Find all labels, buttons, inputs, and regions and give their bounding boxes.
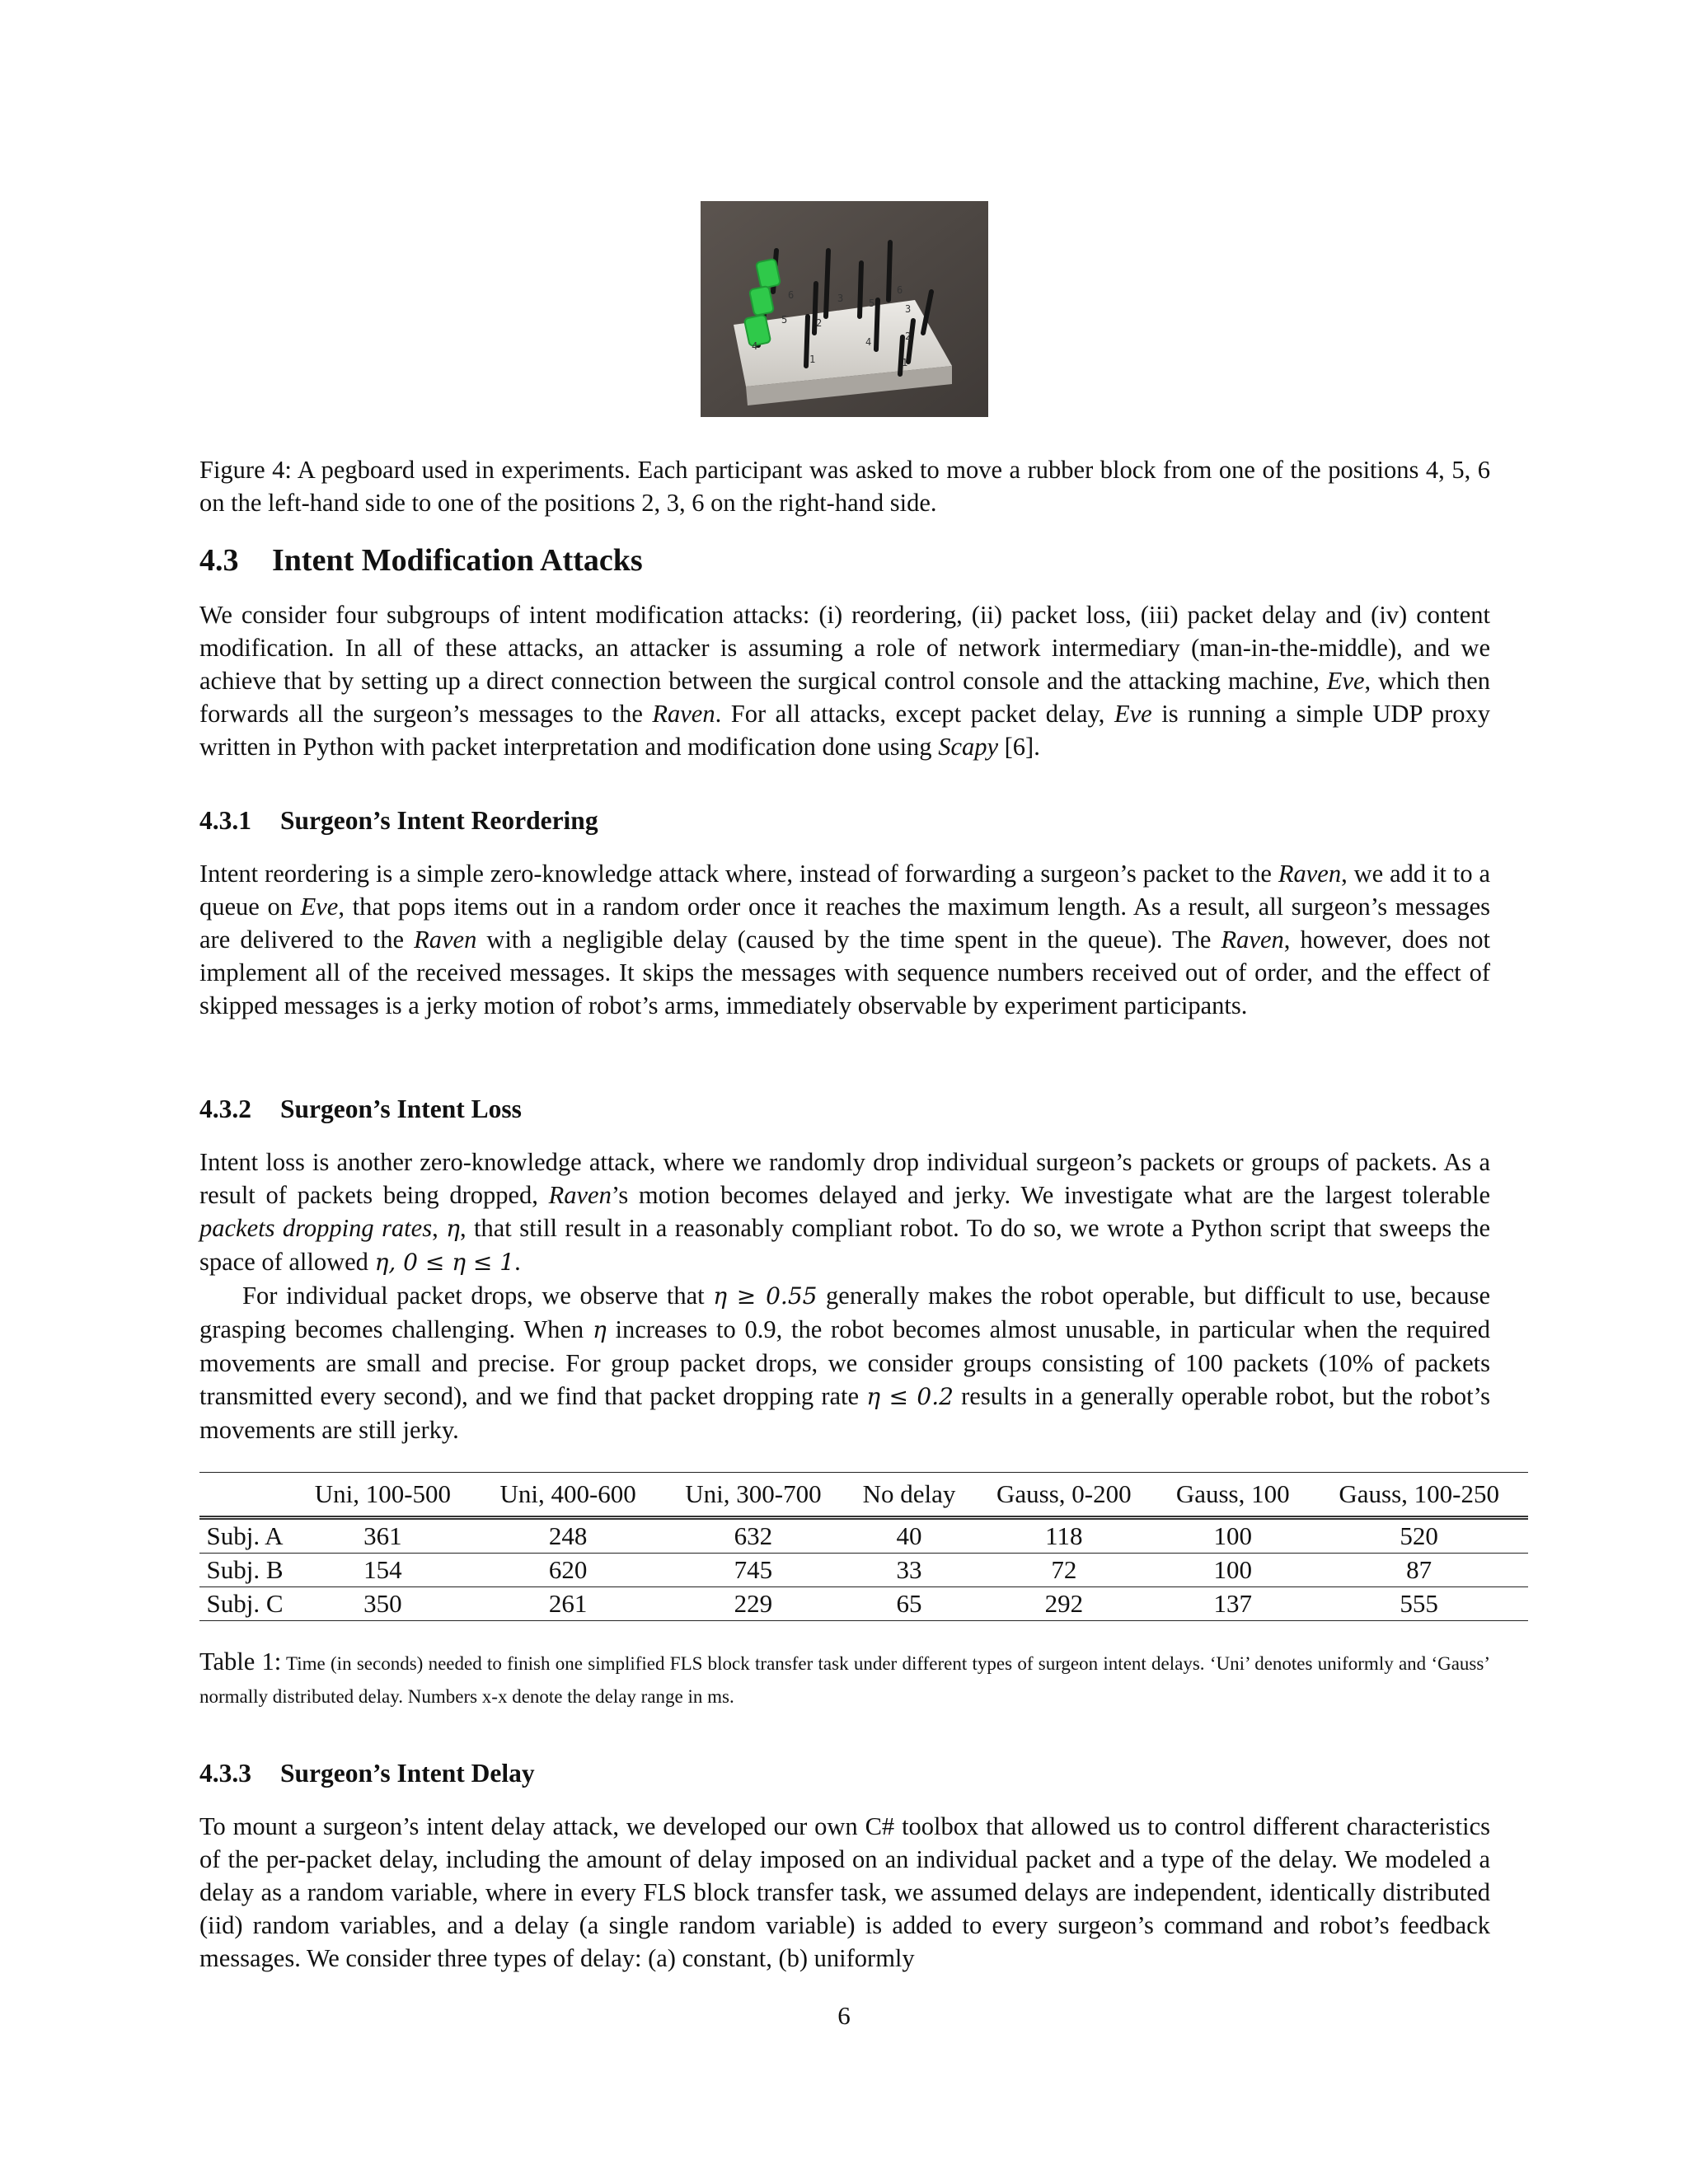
table-header-row [199,1473,1528,1518]
reordering-paragraph: Intent reordering is a simple zero-knowledge attack where, instead of forwarding a surgeon’s packet to the Raven, we add it to a queue on Eve, that pops items out in a random order once it reaches the maximum length. As a result, all surgeon’s messages are delivered to the Raven with a negligible delay (caused by the time spent in the queue). The Raven, however, does not implement all of the received messages. It skips the messages with sequence numbers received out of order, and the effect of skipped messages is a jerky motion of robot’s arms, immediately observable by experiment participants. [199,860,1491,1019]
svg-text:5: 5 [869,298,875,309]
table-cell: Subj. C [199,1587,290,1621]
table-row [199,1554,1528,1587]
table-cell: 248 [476,1518,661,1554]
table-cell: 100 [1156,1554,1310,1587]
table-header-cell: Gauss, 0-200 [973,1473,1156,1518]
table-cell: 745 [661,1554,846,1587]
peg [860,263,861,316]
peg [889,242,890,300]
page-number: 6 [837,2001,851,2030]
table-cell: 87 [1310,1554,1528,1587]
green-block [749,286,774,316]
pegboard-figure-image [701,201,988,417]
section-heading [199,542,643,579]
table-cell: 292 [973,1587,1156,1621]
peg [826,251,828,316]
subsection-heading-loss: 4.3.2 Surgeon’s Intent Loss [199,1094,522,1123]
table-header-cell: Uni, 100-500 [290,1473,476,1518]
loss-section-body [199,1146,1490,1446]
svg-text:4: 4 [865,336,872,348]
table-cell: 520 [1310,1518,1528,1554]
loss-paragraph-2: For individual packet drops, we observe that η ≥ 0.55 generally makes the robot operable, but difficult to use, because grasping becomes challenging. When η increases to 0.9, the robot becomes almost unusable, in particular when the required movements are small and precise. For group packet drops, we consider groups consisting of 100 packets (10% of packets transmitted every second), and we find that packet dropping rate η ≤ 0.2 results in a generally operable robot, but the robot’s movements are still jerky. [199,1282,1490,1444]
table-cell: 65 [846,1587,972,1621]
table-cell: 72 [973,1554,1156,1587]
table-cell: 350 [290,1587,476,1621]
table-cell: 361 [290,1518,476,1554]
delay-paragraph: To mount a surgeon’s intent delay attack, we developed our own C# toolbox that allowed us to control different characteristics of the per-packet delay, including the amount of delay imposed on an individual packet and a type of the delay. We modeled a delay as a random variable, where in every FLS block transfer task, we assumed delays are independent, identically distributed (iid) random variables, and a delay (a single random variable) is added to every surgeon’s command and robot’s feedback messages. We consider three types of delay: (a) constant, (b) uniformly [199,1812,1490,1972]
loss-paragraph-1: Intent loss is another zero-knowledge attack, where we randomly drop individual surgeon’s packets or groups of packets. As a result of packets being dropped, Raven’s motion becomes delayed and jerky. We investigate what are the largest tolerable packets dropping rates, η, that still result in a reasonably compliant robot. To do so, we wrote a Python script that sweeps the space of allowed η, 0 ≤ η ≤ 1. [199,1148,1491,1276]
table-cell: 33 [846,1554,972,1587]
svg-text:4: 4 [752,340,758,352]
table-header-cell [199,1473,290,1518]
table-header-cell: Gauss, 100 [1156,1473,1310,1518]
table-cell: 40 [846,1518,972,1554]
table-cell: 620 [476,1554,661,1587]
section-title: Intent Modification Attacks [272,543,643,578]
table-cell: 555 [1310,1587,1528,1621]
table-cell: 229 [661,1587,846,1621]
table-header-cell: No delay [846,1473,972,1518]
table-cell: 154 [290,1554,476,1587]
table-header-cell: Uni, 300-700 [661,1473,846,1518]
figure-caption: Figure 4: A pegboard used in experiments. Each participant was asked to move a rubber block from one of the positions 4, 5, 6 on the left-hand side to one of the positions 2, 3, 6 on the right-hand side. [199,456,1490,517]
intro-paragraph: We consider four subgroups of intent modification attacks: (i) reordering, (ii) packet loss, (iii) packet delay and (iv) content modification. In all of these attacks, an attacker is assuming a role of network intermediary (man-in-the-middle), and we achieve that by setting up a direct connection between the surgical control console and the attacking machine, Eve, which then forwards all the surgeon’s messages to the Raven. For all attacks, except packet delay, Eve is running a simple UDP proxy written in Python with packet interpretation and modification done using Scapy [6]. [199,601,1490,761]
peg [900,337,903,374]
svg-text:2: 2 [905,330,912,342]
section-number: 4.3 [199,543,239,578]
delay-results-table [199,1472,1528,1621]
pegboard-photo [701,201,988,417]
table-cell: 100 [1156,1518,1310,1554]
table-cell: 261 [476,1587,661,1621]
table-header-cell: Uni, 400-600 [476,1473,661,1518]
table-header-cell: Gauss, 100-250 [1310,1473,1528,1518]
subsection-heading-reordering: 4.3.1 Surgeon’s Intent Reordering [199,806,598,835]
table-caption: Table 1: Time (in seconds) needed to finish one simplified FLS block transfer task under different types of surgeon intent delays. ‘Uni’ denotes uniformly and ‘Gauss’ normally distributed delay. Numbers x-x denote the delay range in ms. [199,1647,1490,1707]
table-row [199,1587,1528,1621]
subsection-heading-delay: 4.3.3 Surgeon’s Intent Delay [199,1759,535,1788]
svg-text:1: 1 [809,354,816,365]
green-block [756,259,781,288]
svg-text:5: 5 [781,314,788,326]
svg-text:6: 6 [897,284,903,296]
table-cell: 632 [661,1518,846,1554]
peg [806,316,808,366]
svg-text:3: 3 [837,293,844,304]
svg-text:6: 6 [788,289,795,301]
table-cell: Subj. A [199,1518,290,1554]
peg [876,300,878,349]
table-cell: 118 [973,1518,1156,1554]
table-cell: Subj. B [199,1554,290,1587]
svg-text:2: 2 [816,317,823,329]
table-cell: 137 [1156,1587,1310,1621]
table-row [199,1518,1528,1554]
svg-text:3: 3 [905,303,912,315]
svg-text:1: 1 [902,357,908,368]
